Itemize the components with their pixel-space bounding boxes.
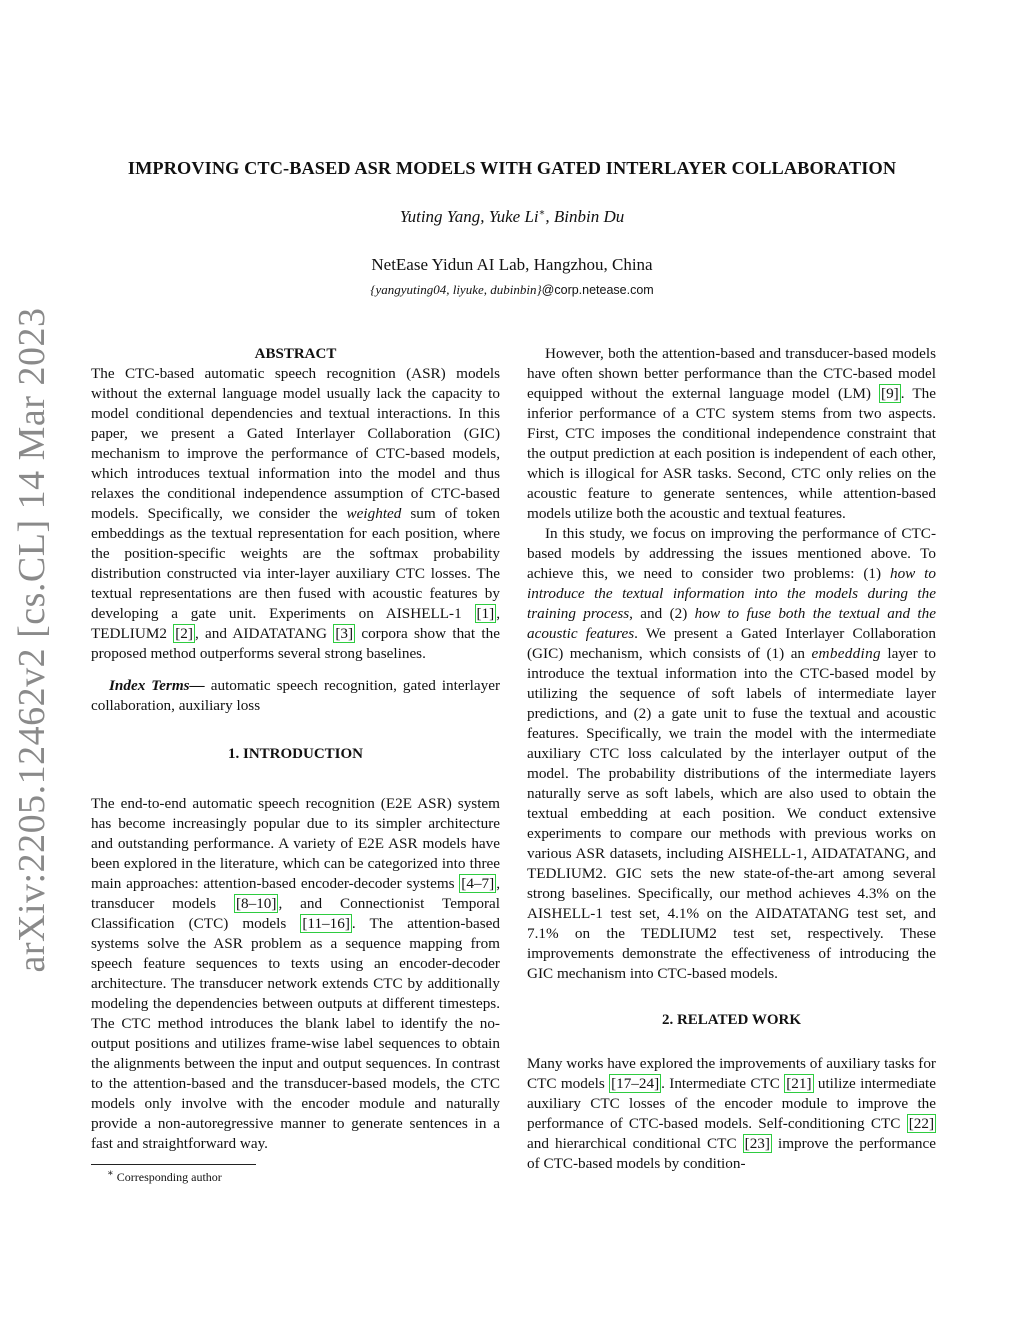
email-names: {yangyuting04, liyuke, dubinbin} [370, 282, 542, 297]
right-column [527, 344, 936, 1174]
citation-link[interactable]: [2] [175, 625, 193, 642]
citation-link[interactable]: [4–7] [461, 875, 495, 892]
left-column [91, 344, 500, 1185]
arxiv-identifier[interactable]: arXiv:2205.12462v2 [cs.CL] 14 Mar 2023 [11, 307, 53, 973]
abstract-heading: ABSTRACT [254, 346, 337, 362]
citation-link[interactable]: [23] [744, 1135, 770, 1152]
related-work-heading: 2. RELATED WORK [661, 1012, 802, 1028]
emails [0, 282, 1024, 298]
citation-link[interactable]: [8–10] [235, 895, 277, 912]
citation-link[interactable]: [1] [476, 605, 495, 622]
footnote-divider [91, 1164, 256, 1165]
citation-link[interactable]: [21] [786, 1075, 812, 1092]
abstract-text: The CTC-based automatic speech recognition (ASR) models without the external language model usually lack the capacity to model conditional dependencies and textual interactions. In this paper, we present a Gated Interlayer Collaboration (GIC) mechanism to improve the performance of CTC-based models, which introduces textual information into the model and thus relaxes the conditional independence assumption of CTC-based models. Specifically, we consider the weighted sum of token embeddings as the textual representation for each position, where the position-specific weights are the softmax probability distribution constructed via inter-layer auxiliary CTC losses. The textual representations are then fused with acoustic features by developing a gate unit. Experiments on AISHELL-1 [1] , TEDLIUM2 [2] , and AIDATATANG [3] corpora show that the proposed method outperforms several strong baselines. [91, 365, 501, 662]
citation-link[interactable]: [22] [908, 1115, 935, 1132]
citation-link[interactable]: [17–24] [611, 1075, 660, 1092]
introduction-paragraph: The end-to-end automatic speech recognition (E2E ASR) system has become increasingly popular due to its simpler architecture and outstanding performance. A variety of E2E ASR models have been explored in the literature, which can be categorized into three main approaches: attention-based encoder-decoder systems [4–7] , transducer models [8–10] , and Connectionist Temporal Classification (CTC) models [11–16] . The attention-based systems solve the ASR problem as a sequence mapping from speech feature sequences to texts using an encoder-decoder architecture. The transducer network extends CTC by additionally modeling the dependencies between outputs at different timesteps. The CTC method introduces the blank label to identify the no-output positions and utilizes frame-wise label sequences to obtain the alignments between the input and output sequences. In contrast to the attention-based and the transducer-based models, the CTC models only involve with the encoder module and naturally provide a non-autoregressive manner to generate sentences in a fast and straightforward way. [91, 795, 501, 1152]
affiliation: NetEase Yidun AI Lab, Hangzhou, China [371, 255, 653, 274]
footnote: ∗ Corresponding author [107, 1168, 222, 1184]
citation-link[interactable]: [9] [881, 385, 899, 402]
index-terms: Index Terms— automatic speech recognition, gated interlayer collaboration, auxiliary loss [91, 677, 501, 714]
paragraph: However, both the attention-based and transducer-based models have often shown better performance than the CTC-based model equipped without the external language model (LM) [9] . The inferior performance of a CTC system stems from two aspects. First, CTC imposes the conditional independence constraint that the output prediction at each position is independent of each other, which is illogical for ASR tasks. Second, CTC only relies on the acoustic feature to generate sentences, while attention-based models utilize both the acoustic and textual features. [527, 345, 936, 522]
paper-title: IMPROVING CTC-BASED ASR MODELS WITH GATED INTERLAYER COLLABORATION [127, 158, 897, 178]
paragraph: Many works have explored the improvements of auxiliary tasks for CTC models [17–24] . Intermediate CTC [21] utilize intermediate auxiliary CTC losses of the encoder module to improve the performance of CTC-based models. Self-conditioning CTC [22] and hierarchical conditional CTC [23] improve the performance of CTC-based models by condition- [527, 1055, 937, 1172]
email-domain: @corp.netease.com [541, 283, 654, 297]
citation-link[interactable]: [11–16] [302, 915, 350, 932]
authors: Yuting Yang, Yuke Li∗, Binbin Du [399, 207, 625, 226]
citation-link[interactable]: [3] [335, 625, 354, 642]
paragraph: In this study, we focus on improving the performance of CTC-based models by addressing the issues mentioned above. To achieve this, we need to consider two problems: (1) how to introduce the textual information into the models during the training process, and (2) how to fuse both the textual and the acoustic features. We present a Gated Interlayer Collaboration (GIC) mechanism, which consists of (1) an embedding layer to introduce the textual information into the CTC-based model by utilizing the sequence of soft labels of intermediate layer predictions, and (2) a gate unit to fuse the textual and acoustic features. Specifically, we train the model with the intermediate auxiliary CTC loss calculated by the interlayer output of the model. The probability distributions of the intermediate layers naturally serve as soft labels, which are also used to obtain the textual embedding at each position. We conduct extensive experiments to compare our methods with previous works on various ASR datasets, including AISHELL-1, AIDATATANG, and TEDLIUM2. GIC sets the new state-of-the-art among several strong baselines. Specifically, our method achieves 4.3% on the AISHELL-1 test set, 4.1% on the AIDATATANG test set, and 7.1% on the TEDLIUM2 test set, respectively. These improvements demonstrate the effectiveness of introducing the GIC mechanism into CTC-based models. [527, 525, 936, 982]
introduction-heading: 1. INTRODUCTION [227, 746, 363, 762]
